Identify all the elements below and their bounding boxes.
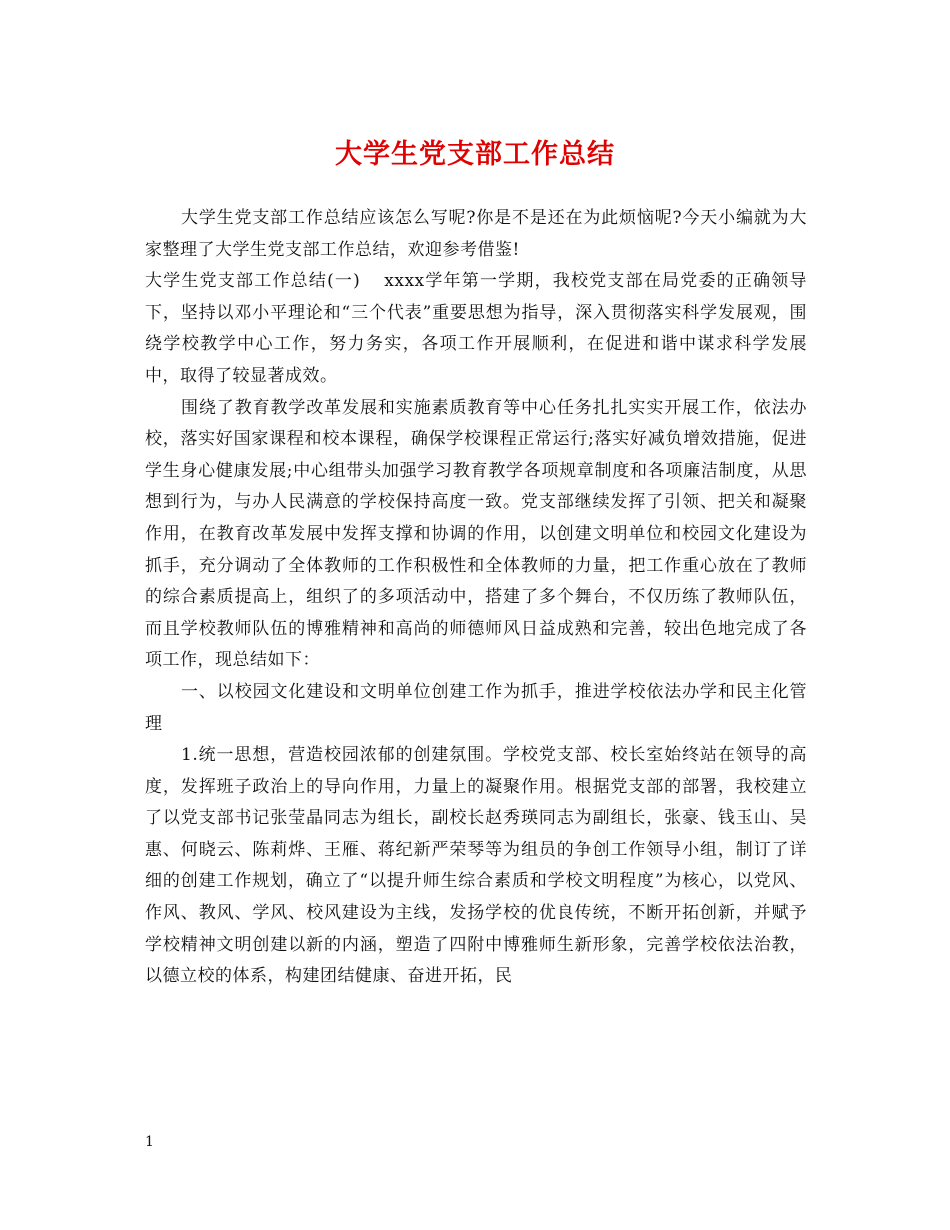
section-text: xxxx学年第一学期，我校党支部在局党委的正确领导下，坚持以邓小平理论和“三个代表”重要思想为指导，深入贯彻落实科学发展观，围绕学校教学中心工作，努力务实，各项工作开展顺利，在促进和谐中谋求科学发展中，取得了较显著成效。 — [145, 271, 807, 386]
intro-paragraph: 大学生党支部工作总结应该怎么写呢?你是不是还在为此烦恼呢?今天小编就为大家整理了大学生党支部工作总结，欢迎参考借鉴! — [145, 208, 807, 260]
document-body — [145, 203, 807, 993]
document-title: 大学生党支部工作总结 — [335, 139, 615, 170]
section-heading: 大学生党支部工作总结(一) — [145, 271, 361, 292]
body-paragraph-4: 1.统一思想，营造校园浓郁的创建氛围。学校党支部、校长室始终站在领导的高度，发挥班子政治上的导向作用，力量上的凝聚作用。根据党支部的部署，我校建立了以党支部书记张莹晶同志为组长，副校长赵秀瑛同志为副组长，张豪、钱玉山、吴惠、何晓云、陈莉烨、王雁、蒋纪新严荣琴等为组员的争创工作领导小组，制订了详细的创建工作规划，确立了“以提升师生综合素质和学校文明程度”为核心，以党风、作风、教风、学风、校风建设为主线，发扬学校的优良传统，不断开拓创新，并赋予学校精神文明创建以新的内涵，塑造了四附中博雅师生新形象，完善学校依法治教，以德立校的体系，构建团结健康、奋进开拓，民 — [145, 745, 807, 987]
page-number: 1 — [145, 1134, 154, 1150]
section-paragraph — [145, 266, 807, 392]
body-paragraph-2: 围绕了教育教学改革发展和实施素质教育等中心任务扎扎实实开展工作，依法办校，落实好国家课程和校本课程，确保学校课程正常运行;落实好减负增效措施，促进学生身心健康发展;中心组带头加强学习教育教学各项规章制度和各项廉洁制度，从思想到行为，与办人民满意的学校保持高度一致。党支部继续发挥了引领、把关和凝聚作用，在教育改革发展中发挥支撑和协调的作用，以创建文明单位和校园文化建设为抓手，充分调动了全体教师的工作积极性和全体教师的力量，把工作重心放在了教师的综合素质提高上，组织了的多项活动中，搭建了多个舞台，不仅历练了教师队伍，而且学校教师队伍的博雅精神和高尚的师德师风日益成熟和完善，较出色地完成了各项工作，现总结如下： — [145, 397, 807, 671]
section-one-heading: 一、以校园文化建设和文明单位创建工作为抓手，推进学校依法办学和民主化管理 — [145, 681, 807, 734]
